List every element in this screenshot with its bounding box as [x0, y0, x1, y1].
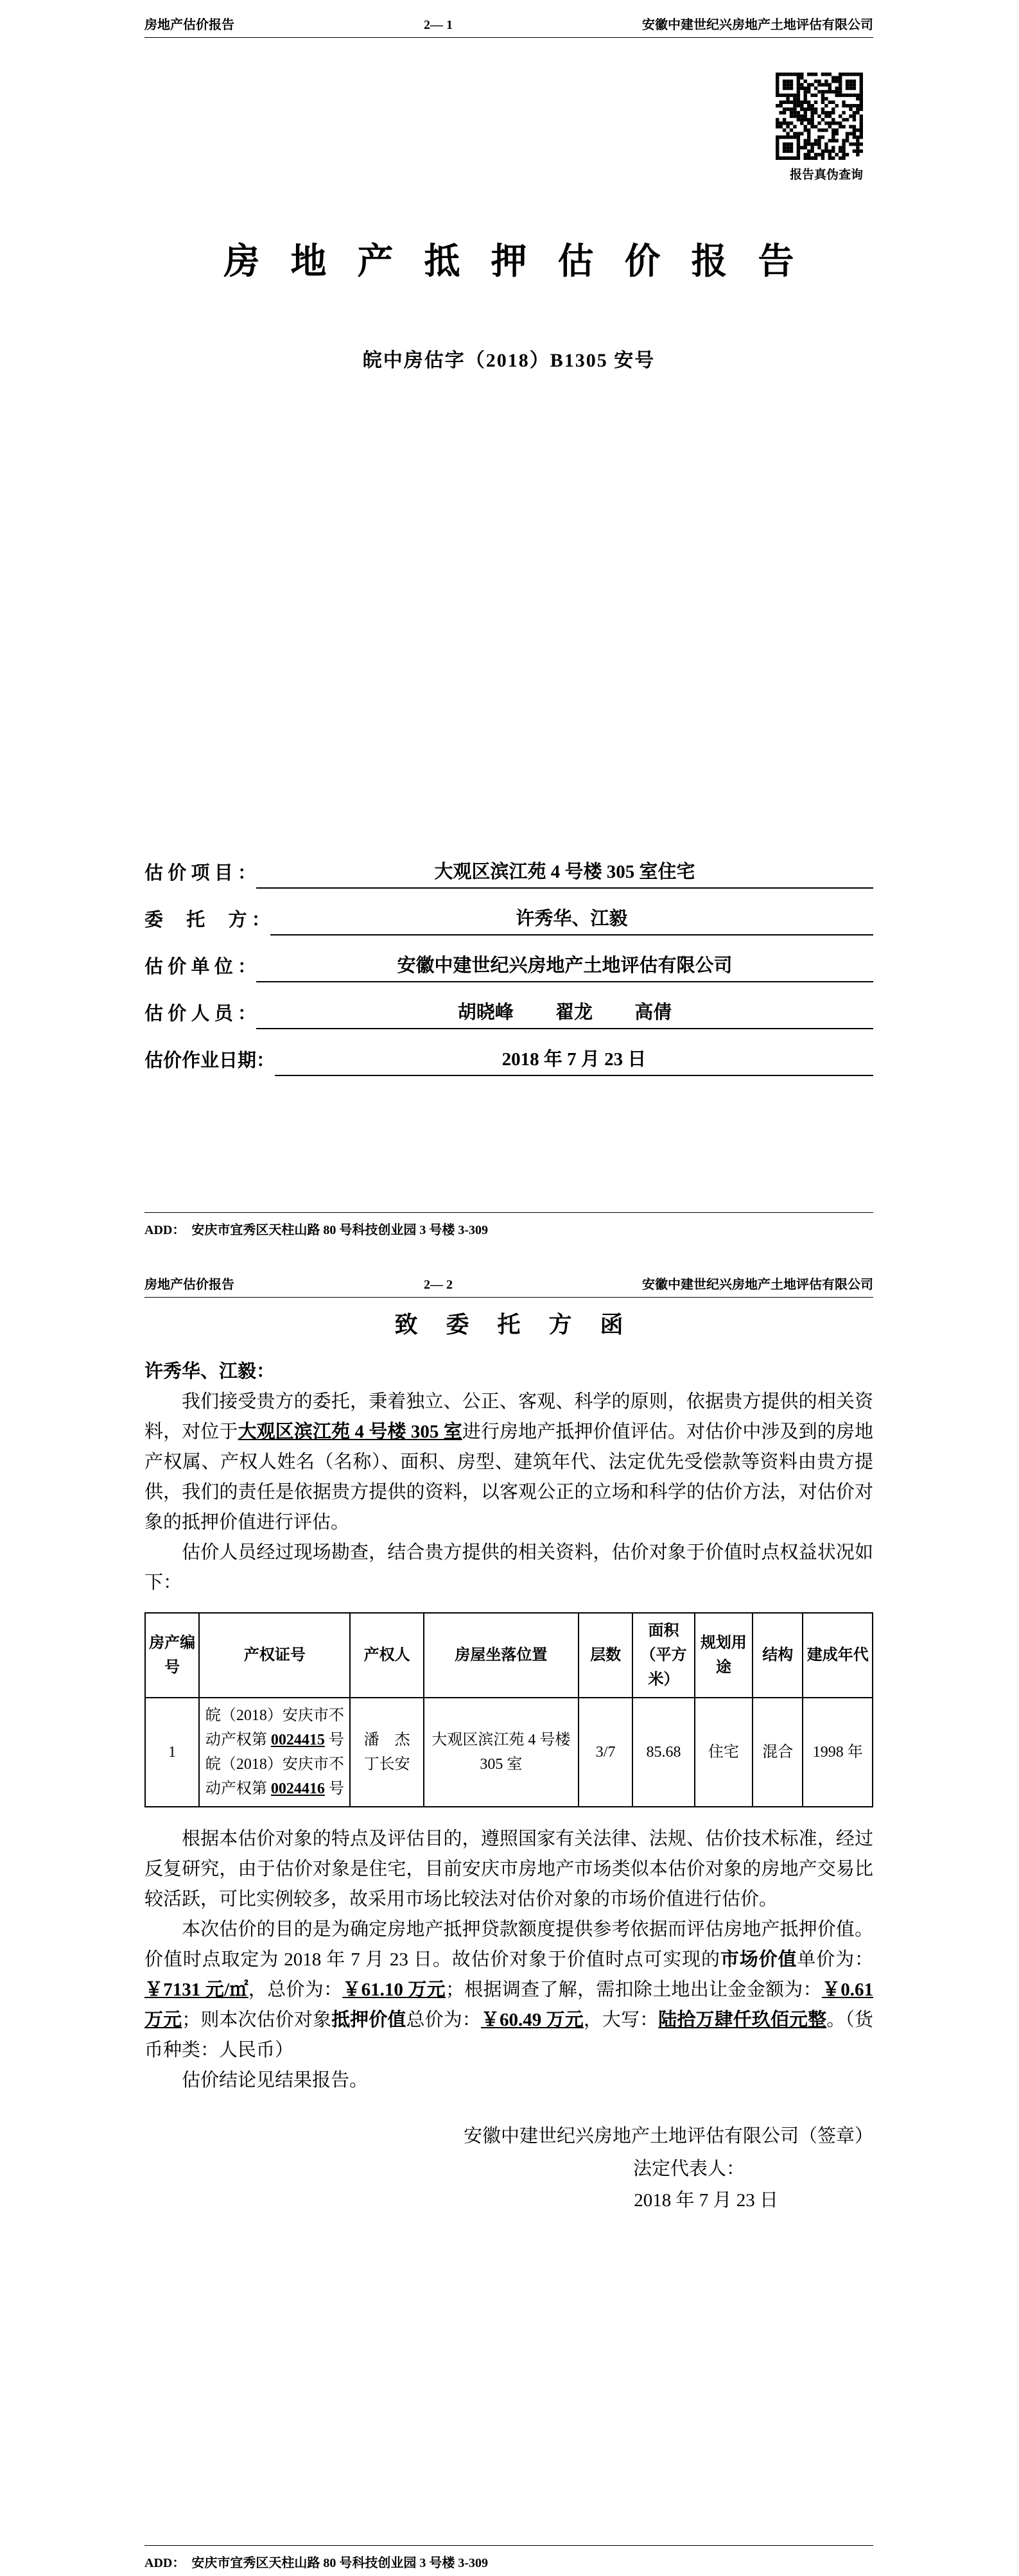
header-doc-type: 房地产估价报告 — [144, 1278, 234, 1292]
field-project-label: 估 价 项 目 ： — [144, 863, 257, 883]
mortgage-value-term: 抵押价值 — [331, 2010, 406, 2030]
para4-text-6: 总价为： — [406, 2010, 481, 2030]
col-header-structure: 结构 — [753, 1613, 803, 1698]
cert-1 — [202, 1703, 347, 1752]
cert-2 — [202, 1752, 347, 1801]
cell-floors: 3/7 — [579, 1698, 632, 1807]
col-header-location: 房屋坐落位置 — [424, 1613, 579, 1698]
cell-cert-no — [199, 1698, 350, 1807]
page-header — [144, 0, 873, 38]
signature-legal-rep: 法定代表人： — [632, 2159, 745, 2179]
field-agency — [144, 951, 873, 982]
col-header-planned-use: 规划用途 — [695, 1613, 753, 1698]
letter-title: 致委托方函 — [394, 1312, 652, 1337]
cert-2-prefix: 皖（2018）安庆市不动产权第 — [205, 1756, 344, 1797]
page-header — [144, 1260, 873, 1298]
total-price-value: ￥61.10 万元 — [342, 1980, 446, 2000]
cell-area: 85.68 — [632, 1698, 694, 1807]
mortgage-total-value: ￥60.49 万元 — [480, 2010, 584, 2030]
col-header-cert-no: 产权证号 — [199, 1613, 350, 1698]
property-table — [144, 1612, 873, 1807]
cell-planned-use: 住宅 — [695, 1698, 753, 1807]
amount-in-words: 陆拾万肆仟玖佰元整 — [658, 2010, 827, 2030]
col-header-year-built: 建成年代 — [803, 1613, 873, 1698]
salutation: 许秀华、江毅： — [144, 1361, 275, 1382]
cell-property-no: 1 — [145, 1698, 199, 1807]
para4-text-8: 。（货币种类：人民币） — [144, 2010, 873, 2060]
page-footer-address: ADD： 安庆市宜秀区天柱山路 80 号科技创业园 3 号楼 3-309 — [144, 1212, 873, 1238]
qr-label: 报告真伪查询 — [789, 168, 863, 182]
unit-price-value: ￥7131 元/㎡ — [144, 1980, 248, 2000]
field-client — [144, 904, 873, 936]
para4-text-4: ；根据调查了解，需扣除土地出让金金额为： — [445, 1980, 822, 2000]
field-appraisers — [144, 998, 873, 1029]
land-grant-fee-value: ￥0.61 万元 — [144, 1980, 873, 2030]
col-header-area: 面积（平方米） — [632, 1613, 694, 1698]
paragraph-engagement — [144, 1387, 873, 1538]
header-company-name: 安徽中建世纪兴房地产土地评估有限公司 — [642, 1278, 873, 1292]
para4-text-2: 单价为： — [797, 1949, 873, 1970]
para4-text-7: ，大写： — [583, 2010, 659, 2030]
field-project-value: 大观区滨江苑 4 号楼 305 室住宅 — [256, 857, 873, 889]
table-row — [145, 1698, 873, 1807]
signature-block — [144, 2121, 873, 2216]
signature-company: 安徽中建世纪兴房地产土地评估有限公司（签章） — [463, 2126, 873, 2146]
cert-2-number: 0024416 — [270, 1780, 325, 1797]
field-agency-value: 安徽中建世纪兴房地产土地评估有限公司 — [256, 951, 873, 982]
paragraph-conclusion: 估价结论见结果报告。 — [182, 2070, 369, 2091]
qr-code — [776, 73, 863, 160]
col-header-floors: 层数 — [579, 1613, 632, 1698]
para1-text-1: 我们接受贵方的委托，秉着独立、公正、客观、科学的原则，依据贵方提供的相关资料，对位于 — [144, 1391, 873, 1442]
paragraph-inspection: 估价人员经过现场勘查，结合贵方提供的相关资料，估价对象于价值时点权益状况如下： — [144, 1542, 873, 1593]
market-value-term: 市场价值 — [720, 1949, 797, 1970]
owner-1: 潘 杰 — [363, 1732, 410, 1748]
col-header-owner: 产权人 — [350, 1613, 424, 1698]
field-appraisers-label: 估 价 人 员 ： — [144, 1004, 257, 1024]
letter-to-client-page — [0, 1260, 1019, 2576]
header-doc-type: 房地产估价报告 — [144, 18, 234, 32]
para4-text-3: ，总价为： — [248, 1980, 343, 2000]
para4-text-5: ；则本次估价对象 — [182, 2010, 332, 2030]
cell-year-built: 1998 年 — [803, 1698, 873, 1807]
cert-1-suffix: 号 — [324, 1732, 344, 1748]
field-date — [144, 1045, 873, 1076]
cover-fields — [144, 857, 873, 1076]
paragraph-valuation-result — [144, 1915, 873, 2066]
cert-2-suffix: 号 — [324, 1780, 344, 1797]
table-header-row — [145, 1613, 873, 1698]
para1-text-2: 进行房地产抵押价值评估。对估价中涉及到的房地产权属、产权人姓名（名称）、面积、房型、建筑年代、法定优先受偿款等资料由贵方提供，我们的责任是依据贵方提供的资料，以客观公正的立场和科学的估价方法，对估价对象的抵押价值进行评估。 — [144, 1422, 873, 1533]
page-footer-address: ADD： 安庆市宜秀区天柱山路 80 号科技创业园 3 号楼 3-309 — [144, 2545, 873, 2571]
cell-owner — [350, 1698, 424, 1807]
field-project — [144, 857, 873, 889]
cert-1-prefix: 皖（2018）安庆市不动产权第 — [205, 1707, 344, 1748]
field-date-label: 估价作业日期： — [144, 1050, 275, 1071]
field-client-label: 委 托 方 ： — [144, 910, 270, 930]
cell-structure: 混合 — [753, 1698, 803, 1807]
report-title: 房地产抵押估价报告 — [223, 242, 825, 282]
cell-location: 大观区滨江苑 4 号楼 305 室 — [424, 1698, 579, 1807]
paragraph-method: 根据本估价对象的特点及评估目的，遵照国家有关法律、法规、估价技术标准，经过反复研究，由于估价对象是住宅，目前安庆市房地产市场类似本估价对象的房地产交易比较活跃，可比实例较多，故采用市场比较法对估价对象的市场价值进行估价。 — [144, 1829, 873, 1910]
doc-number: 皖中房估字（2018）B1305 安号 — [362, 350, 656, 371]
report-cover-page — [0, 0, 1019, 1260]
signature-date: 2018 年 7 月 23 日 — [634, 2190, 778, 2211]
owner-2: 丁长安 — [363, 1756, 410, 1773]
qr-verification-block — [776, 73, 863, 182]
header-page-number: 2— 2 — [424, 1278, 453, 1292]
col-header-property-no: 房产编号 — [145, 1613, 199, 1698]
cert-1-number: 0024415 — [270, 1732, 325, 1748]
para4-text-1: 本次估价的目的是为确定房地产抵押贷款额度提供参考依据而评估房地产抵押价值。价值时点取定为 2018 年 7 月 23 日。故估价对象于价值时点可实现的 — [144, 1919, 873, 1970]
header-page-number: 2— 1 — [424, 18, 453, 32]
header-company-name: 安徽中建世纪兴房地产土地评估有限公司 — [642, 18, 873, 32]
field-date-value: 2018 年 7 月 23 日 — [275, 1045, 873, 1076]
field-agency-label: 估 价 单 位 ： — [144, 957, 257, 977]
field-client-value: 许秀华、江毅 — [270, 904, 873, 936]
para1-property-address: 大观区滨江苑 4 号楼 305 室 — [238, 1422, 462, 1442]
field-appraisers-value: 胡晓峰 翟龙 高倩 — [256, 998, 873, 1029]
